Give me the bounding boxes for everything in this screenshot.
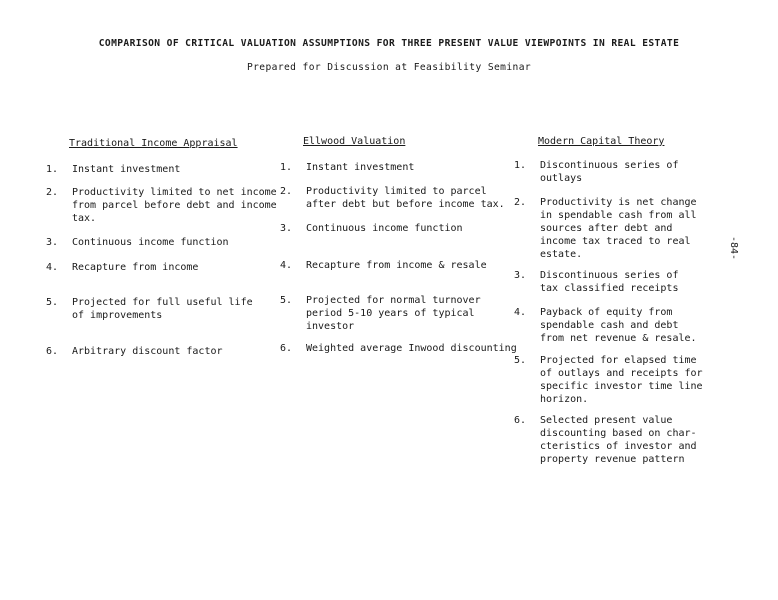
item-number: 4. bbox=[280, 260, 293, 271]
column-modern-heading: Modern Capital Theory bbox=[538, 136, 665, 147]
item-text: Discontinuous series of outlays bbox=[540, 160, 679, 184]
item-number: 4. bbox=[46, 262, 59, 273]
item-text: Productivity limited to parcel after debt but before income tax. bbox=[306, 186, 505, 210]
item-text: Weighted average Inwood discounting bbox=[306, 343, 517, 354]
item-number: 3. bbox=[514, 270, 527, 281]
column-traditional-heading: Traditional Income Appraisal bbox=[69, 138, 238, 149]
item-text: Recapture from income bbox=[72, 262, 199, 273]
item-text: Recapture from income & resale bbox=[306, 260, 487, 271]
item-number: 6. bbox=[280, 343, 293, 354]
item-number: 6. bbox=[46, 346, 59, 357]
document-title: COMPARISON OF CRITICAL VALUATION ASSUMPTIONS FOR THREE PRESENT VALUE VIEWPOINTS IN REAL ESTATE bbox=[98, 38, 680, 49]
item-number: 1. bbox=[280, 162, 293, 173]
item-text: Instant investment bbox=[72, 164, 181, 175]
item-number: 2. bbox=[46, 187, 59, 198]
item-number: 1. bbox=[46, 164, 59, 175]
item-number: 3. bbox=[46, 237, 59, 248]
document-subtitle: Prepared for Discussion at Feasibility Seminar bbox=[246, 62, 532, 73]
item-text: Arbitrary discount factor bbox=[72, 346, 223, 357]
item-number: 5. bbox=[46, 297, 59, 308]
item-text: Continuous income function bbox=[72, 237, 229, 248]
item-number: 5. bbox=[514, 355, 527, 366]
item-text: Selected present value discounting based on char- cteristics of investor and property revenue pattern bbox=[540, 415, 697, 465]
page-number: -84- bbox=[728, 236, 739, 261]
item-number: 2. bbox=[280, 186, 293, 197]
item-number: 4. bbox=[514, 307, 527, 318]
column-ellwood-heading: Ellwood Valuation bbox=[303, 136, 406, 147]
item-text: Payback of equity from spendable cash and debt from net revenue & resale. bbox=[540, 307, 697, 344]
item-number: 5. bbox=[280, 295, 293, 306]
item-text: Productivity limited to net income from parcel before debt and income tax. bbox=[72, 187, 277, 224]
item-text: Continuous income function bbox=[306, 223, 463, 234]
item-text: Projected for elapsed time of outlays and receipts for specific investor time line horizon. bbox=[540, 355, 703, 405]
item-text: Instant investment bbox=[306, 162, 415, 173]
item-number: 6. bbox=[514, 415, 527, 426]
item-number: 1. bbox=[514, 160, 527, 171]
item-text: Productivity is net change in spendable cash from all sources after debt and income tax traced to real estate. bbox=[540, 197, 697, 260]
item-number: 2. bbox=[514, 197, 527, 208]
item-text: Discontinuous series of tax classified receipts bbox=[540, 270, 679, 294]
item-number: 3. bbox=[280, 223, 293, 234]
item-text: Projected for normal turnover period 5-10 years of typical investor bbox=[306, 295, 481, 332]
item-text: Projected for full useful life of improvements bbox=[72, 297, 253, 321]
